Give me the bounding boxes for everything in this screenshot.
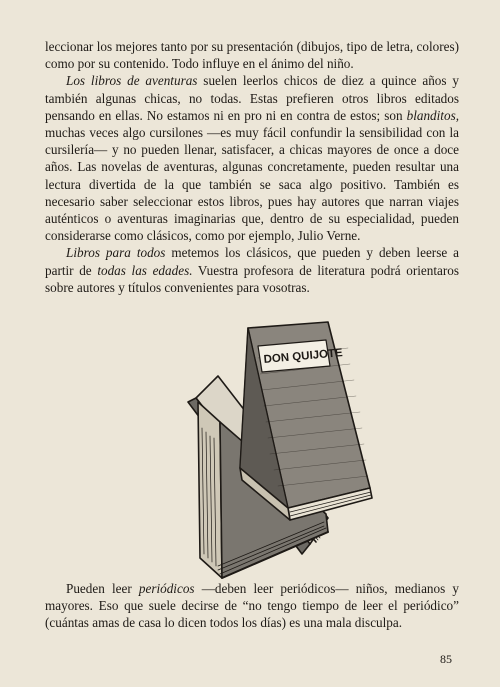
- text-span: leccionar los mejores tanto por su presentación (dibujos, tipo de letra, colores) como por su contenido. Todo influye en el ánimo del niño.: [45, 39, 459, 72]
- text-span: Pueden leer: [66, 581, 139, 596]
- text-span-italic: blanditos,: [406, 107, 459, 123]
- text-span-italic: todas las edades.: [97, 262, 193, 278]
- text-span-italic: Libros para todos: [66, 245, 166, 261]
- text-span-italic: periódicos: [138, 581, 195, 596]
- body-text-bottom: [45, 580, 459, 632]
- paragraph-newspapers: [45, 580, 459, 632]
- page-number: 85: [440, 652, 452, 666]
- text-span: metemos los clásicos, que pueden y deben leerse a partir de: [45, 245, 459, 278]
- text-span: —deben leer periódicos— niños, medianos y mayores. Eso que suele decirse de “no tengo tiempo de leer el periódico” (cuántas amas de casa lo dicen todos los días) es una mala disculpa.: [45, 581, 459, 631]
- text-span: muchas veces algo cursilones —es muy fácil confundir la sensibilidad con la cursilería— y no pueden llenar, satisfacer, a chicas mayores de once a doce años. Las novelas de aventuras, algunas concretamente, pueden resultar una lectura divertida de la que también se saca algo positivo. También es necesario saber seleccionar estos libros, pues hay autores que narran viajes auténticos o aventuras imaginarias que, dentro de su especialidad, pueden considerarse como clásicos, como por ejemplo, Julio Verne.: [45, 125, 459, 244]
- paragraph-continuation: [45, 38, 459, 72]
- don-quijote-book-illustration: [178, 318, 378, 586]
- paragraph-books-for-all: [45, 244, 459, 296]
- text-span: Vuestra profesora de literatura podrá orientaros sobre autores y títulos convenientes para vosotras.: [45, 262, 459, 295]
- text-span: suelen leerlos chicos de diez a quince años y también algunas chicas, no todas. Estas prefieren otros libros editados pensando en ellas. No estamos ni en pro ni en contra de estos; son: [45, 73, 460, 123]
- book-title-label: DON QUIJOTE: [263, 347, 344, 366]
- body-text-top: [45, 38, 459, 296]
- paragraph-adventure-books: [45, 72, 459, 244]
- text-span-italic: Los libros de aventuras: [66, 73, 198, 89]
